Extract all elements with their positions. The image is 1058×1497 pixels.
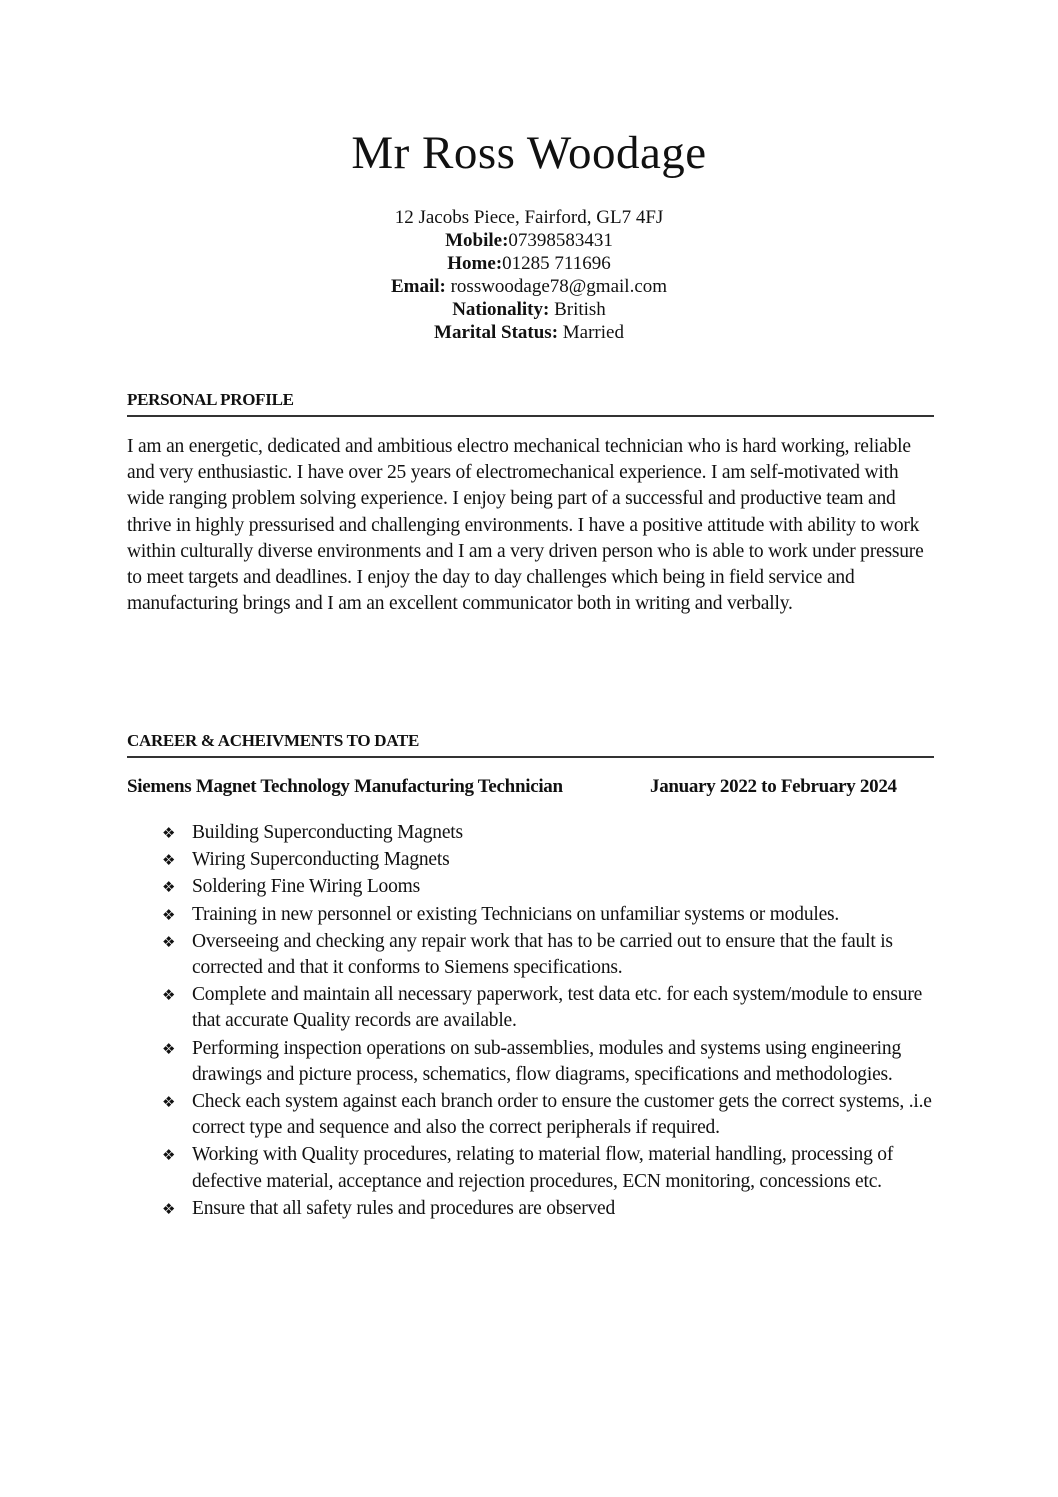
nationality-value: British bbox=[549, 299, 606, 320]
list-item bbox=[160, 929, 940, 981]
home-label: Home: bbox=[447, 253, 503, 274]
diamond-bullet-icon: ❖ bbox=[162, 932, 176, 951]
list-item-text: Overseeing and checking any repair work that has to be carried out to ensure that the fault is corrected and that it conforms to Siemens specifications. bbox=[192, 930, 893, 979]
mobile-label: Mobile: bbox=[445, 230, 509, 251]
diamond-bullet-icon: ❖ bbox=[162, 878, 176, 897]
candidate-name: Mr Ross Woodage bbox=[351, 127, 707, 179]
list-item-text: Training in new personnel or existing Technicians on unfamiliar systems or modules. bbox=[192, 903, 840, 925]
marital-status-label: Marital Status: bbox=[434, 322, 559, 343]
marital-status-row bbox=[0, 321, 1058, 344]
job-dates: January 2022 to February 2024 bbox=[650, 776, 897, 797]
list-item-text: Wiring Superconducting Magnets bbox=[192, 849, 450, 871]
list-item-text: Building Superconducting Magnets bbox=[192, 822, 463, 843]
career-heading: CAREER & ACHEIVMENTS TO DATE bbox=[127, 731, 934, 758]
list-item bbox=[160, 1036, 940, 1088]
list-item bbox=[160, 847, 940, 873]
diamond-bullet-icon: ❖ bbox=[162, 1039, 176, 1058]
diamond-bullet-icon: ❖ bbox=[162, 851, 176, 870]
list-item bbox=[160, 1196, 940, 1222]
home-row bbox=[0, 252, 1058, 275]
personal-profile-text: I am an energetic, dedicated and ambitious electro mechanical technician who is hard working, reliable and very enthusiastic. I have over 25 years of electromechanical experience. I am self-motivated with wide ranging problem solving experience. I enjoy being part of a successful and productive team and thrive in highly pressurised and challenging environments. I have a positive attitude with ability to work within culturally diverse environments and I am a very driven person who is able to work under pressure to meet targets and deadlines. I enjoy the day to day challenges which being in field service and manufacturing brings and I am an excellent communicator both in writing and verbally. bbox=[127, 436, 924, 615]
email-row bbox=[0, 275, 1058, 298]
contact-block bbox=[0, 206, 1058, 344]
diamond-bullet-icon: ❖ bbox=[162, 905, 176, 924]
list-item-text: Ensure that all safety rules and procedures are observed bbox=[192, 1197, 616, 1219]
job-title: Siemens Magnet Technology Manufacturing Technician bbox=[127, 776, 563, 797]
address: 12 Jacobs Piece, Fairford, GL7 4FJ bbox=[394, 207, 664, 228]
list-item-text: Soldering Fine Wiring Looms bbox=[192, 876, 420, 898]
email-value: rosswoodage78@gmail.com bbox=[445, 276, 668, 297]
list-item bbox=[160, 1089, 940, 1141]
personal-profile-heading: PERSONAL PROFILE bbox=[127, 390, 934, 417]
home-value: 01285 711696 bbox=[502, 253, 611, 274]
list-item bbox=[160, 820, 940, 846]
diamond-bullet-icon: ❖ bbox=[162, 1093, 176, 1112]
list-item-text: Performing inspection operations on sub-assemblies, modules and systems using engineering drawings and picture process, schematics, flow diagrams, specifications and methodologies. bbox=[192, 1037, 902, 1085]
job-header bbox=[127, 776, 937, 798]
list-item-text: Complete and maintain all necessary paperwork, test data etc. for each system/module to ensure that accurate Quality records are available. bbox=[192, 984, 923, 1032]
nationality-row bbox=[0, 298, 1058, 321]
diamond-bullet-icon: ❖ bbox=[162, 824, 176, 842]
email-label: Email: bbox=[390, 276, 446, 297]
diamond-bullet-icon: ❖ bbox=[162, 1199, 176, 1218]
nationality-label: Nationality: bbox=[452, 299, 550, 320]
list-item bbox=[160, 902, 940, 928]
mobile-value: 07398583431 bbox=[508, 230, 613, 251]
list-item bbox=[160, 874, 940, 900]
marital-status-value: Married bbox=[558, 322, 624, 343]
job-responsibilities-list bbox=[160, 820, 940, 1223]
list-item-text: Check each system against each branch order to ensure the customer gets the correct systems, .i.e correct type and sequence and also the correct peripherals if required. bbox=[192, 1091, 932, 1139]
list-item bbox=[160, 1142, 940, 1194]
list-item bbox=[160, 982, 940, 1034]
diamond-bullet-icon: ❖ bbox=[162, 986, 176, 1005]
mobile-row bbox=[0, 229, 1058, 252]
list-item-text: Working with Quality procedures, relating to material flow, material handling, processing of defective material, acceptance and rejection procedures, ECN monitoring, concessions etc. bbox=[192, 1144, 894, 1192]
diamond-bullet-icon: ❖ bbox=[162, 1146, 176, 1165]
